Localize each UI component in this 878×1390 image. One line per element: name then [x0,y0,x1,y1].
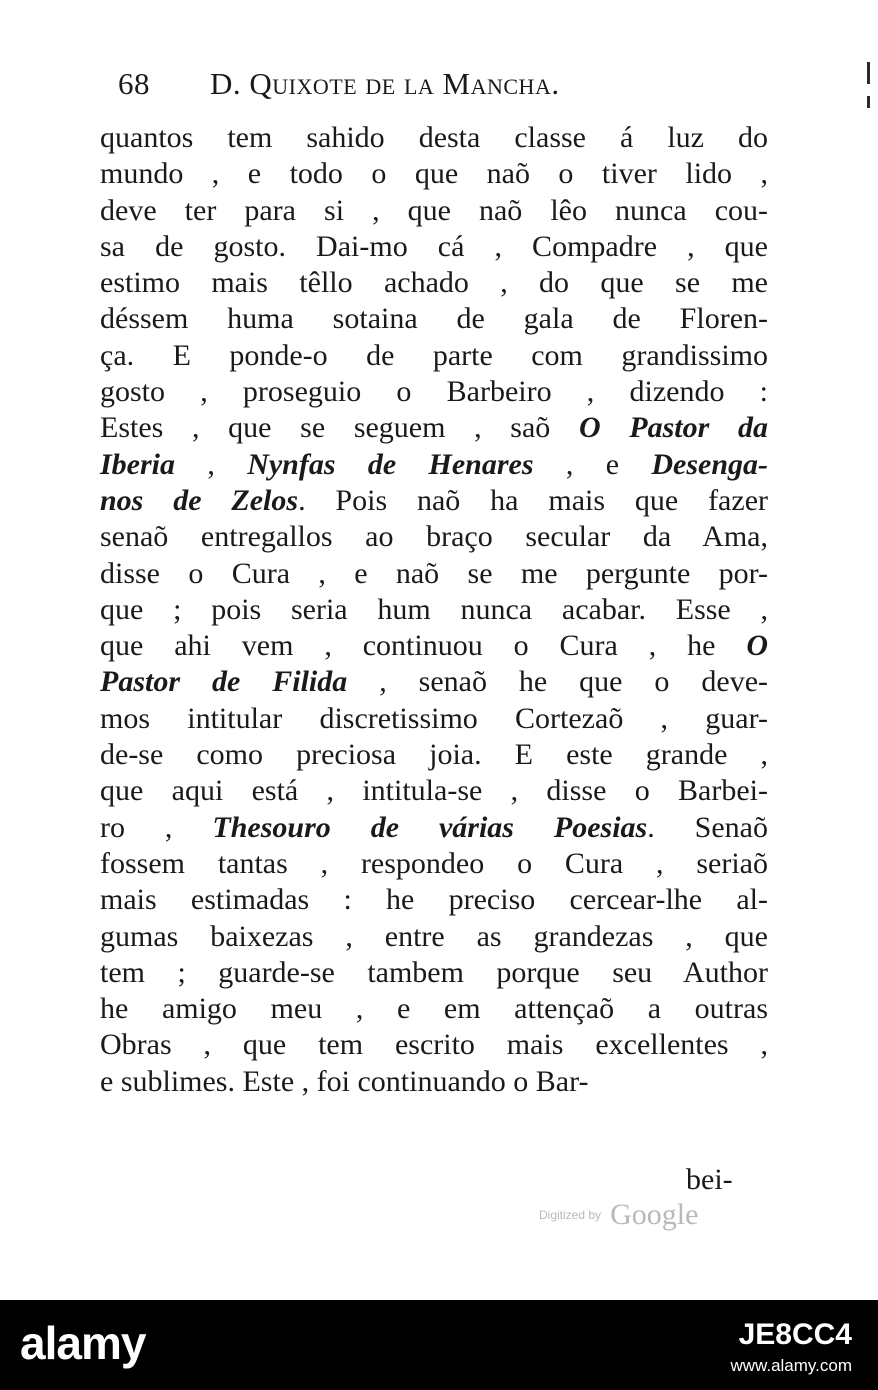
text-line [100,410,768,446]
stock-footer-bar [0,1300,878,1390]
text-span: mais estimadas : he preciso cercear-lhe al- [100,883,768,917]
text-line [100,664,768,700]
text-line [100,301,768,337]
text-span: senaõ entregallos ao braço secular da Ama, [100,520,768,554]
text-span: , senaõ he que o deve- [347,665,769,699]
text-span: quantos tem sahido desta classe á luz do [100,121,768,154]
text-line [100,519,768,555]
text-line [100,737,768,773]
text-line [100,882,768,918]
text-span: ça. E ponde-o de parte com grandissimo [100,338,768,372]
text-span: mos intitular discretissimo Cortezaõ , guar- [100,701,768,735]
text-line [100,447,768,483]
footer-info [730,1318,852,1376]
scan-edge-mark [867,96,870,108]
text-line [100,846,768,882]
text-span: e sublimes. Este , foi continuando o Bar- [100,1064,589,1098]
italic-title-span: Thesouro de várias Poesias [212,810,648,844]
digitized-by-label: Digitized by [539,1208,602,1222]
text-line [100,338,768,374]
text-line [100,229,768,265]
text-line [100,374,768,410]
text-span: deve ter para si , que naõ lêo nunca cou- [100,193,768,227]
text-span: que aqui está , intitula-se , disse o Barbei- [100,774,768,808]
italic-title-span: O Pastor da [578,411,768,445]
text-line [100,265,768,301]
text-span: Obras , que tem escrito mais excellentes , [100,1028,768,1062]
text-line [100,1064,768,1100]
text-line [100,120,768,156]
text-line [100,919,768,955]
text-span: que ; pois seria hum nunca acabar. Esse , [100,592,768,626]
page-number: 68 [118,66,150,101]
italic-title-span: Iberia [100,447,175,481]
italic-title-span: O [746,629,768,663]
text-span: , [175,447,248,481]
text-span: fossem tantas , respondeo o Cura , seriaõ [100,846,768,880]
text-span: déssem huma sotaina de gala de Floren- [100,302,768,336]
text-line [100,701,768,737]
italic-title-span: Nynfas de Henares [247,447,534,481]
site-url: www.alamy.com [730,1356,852,1375]
text-span: de-se como preciosa joia. E este grande , [100,738,768,772]
text-span: gumas baixezas , entre as grandezas , que [100,919,768,953]
text-line [100,556,768,592]
text-span: tem ; guarde-se tambem porque seu Author [100,955,768,989]
running-head [110,62,690,110]
body-text [100,120,768,1100]
catchword: bei- [686,1163,733,1196]
text-span: he amigo meu , e em attençaõ a outras [100,992,768,1026]
text-span: , e [533,447,652,481]
scan-edge-mark [867,62,870,84]
text-line [100,773,768,809]
text-line [100,991,768,1027]
text-line [100,810,768,846]
text-line [100,156,768,192]
text-span: ro , [100,810,213,844]
alamy-logo: alamy [20,1317,146,1369]
text-span: . Senaõ [647,810,768,844]
text-span: mundo , e todo o que naõ o tiver lido , [100,157,768,191]
text-line [100,193,768,229]
text-line [100,1027,768,1063]
running-title: D. Quixote de la Mancha. [210,66,560,101]
text-span: estimo mais têllo achado , do que se me [100,266,768,300]
italic-title-span: Desenga- [651,447,768,481]
text-span: Estes , que se seguem , saõ [100,411,579,445]
text-line [100,592,768,628]
google-wordmark: Google [610,1198,699,1231]
italic-title-span: nos de Zelos [100,483,299,517]
italic-title-span: Pastor de Filida [100,665,348,699]
text-line [100,628,768,664]
digitized-by-google-watermark [539,1198,698,1238]
text-line [100,483,768,519]
text-span: disse o Cura , e naõ se me pergunte por- [100,556,768,590]
text-span: sa de gosto. Dai-mo cá , Compadre , que [100,229,768,263]
text-line [100,955,768,991]
text-span: que ahi vem , continuou o Cura , he [100,629,747,663]
image-id: JE8CC4 [738,1318,852,1351]
text-span: . Pois naõ ha mais que fazer [298,483,768,517]
text-span: gosto , proseguio o Barbeiro , dizendo : [100,375,768,409]
